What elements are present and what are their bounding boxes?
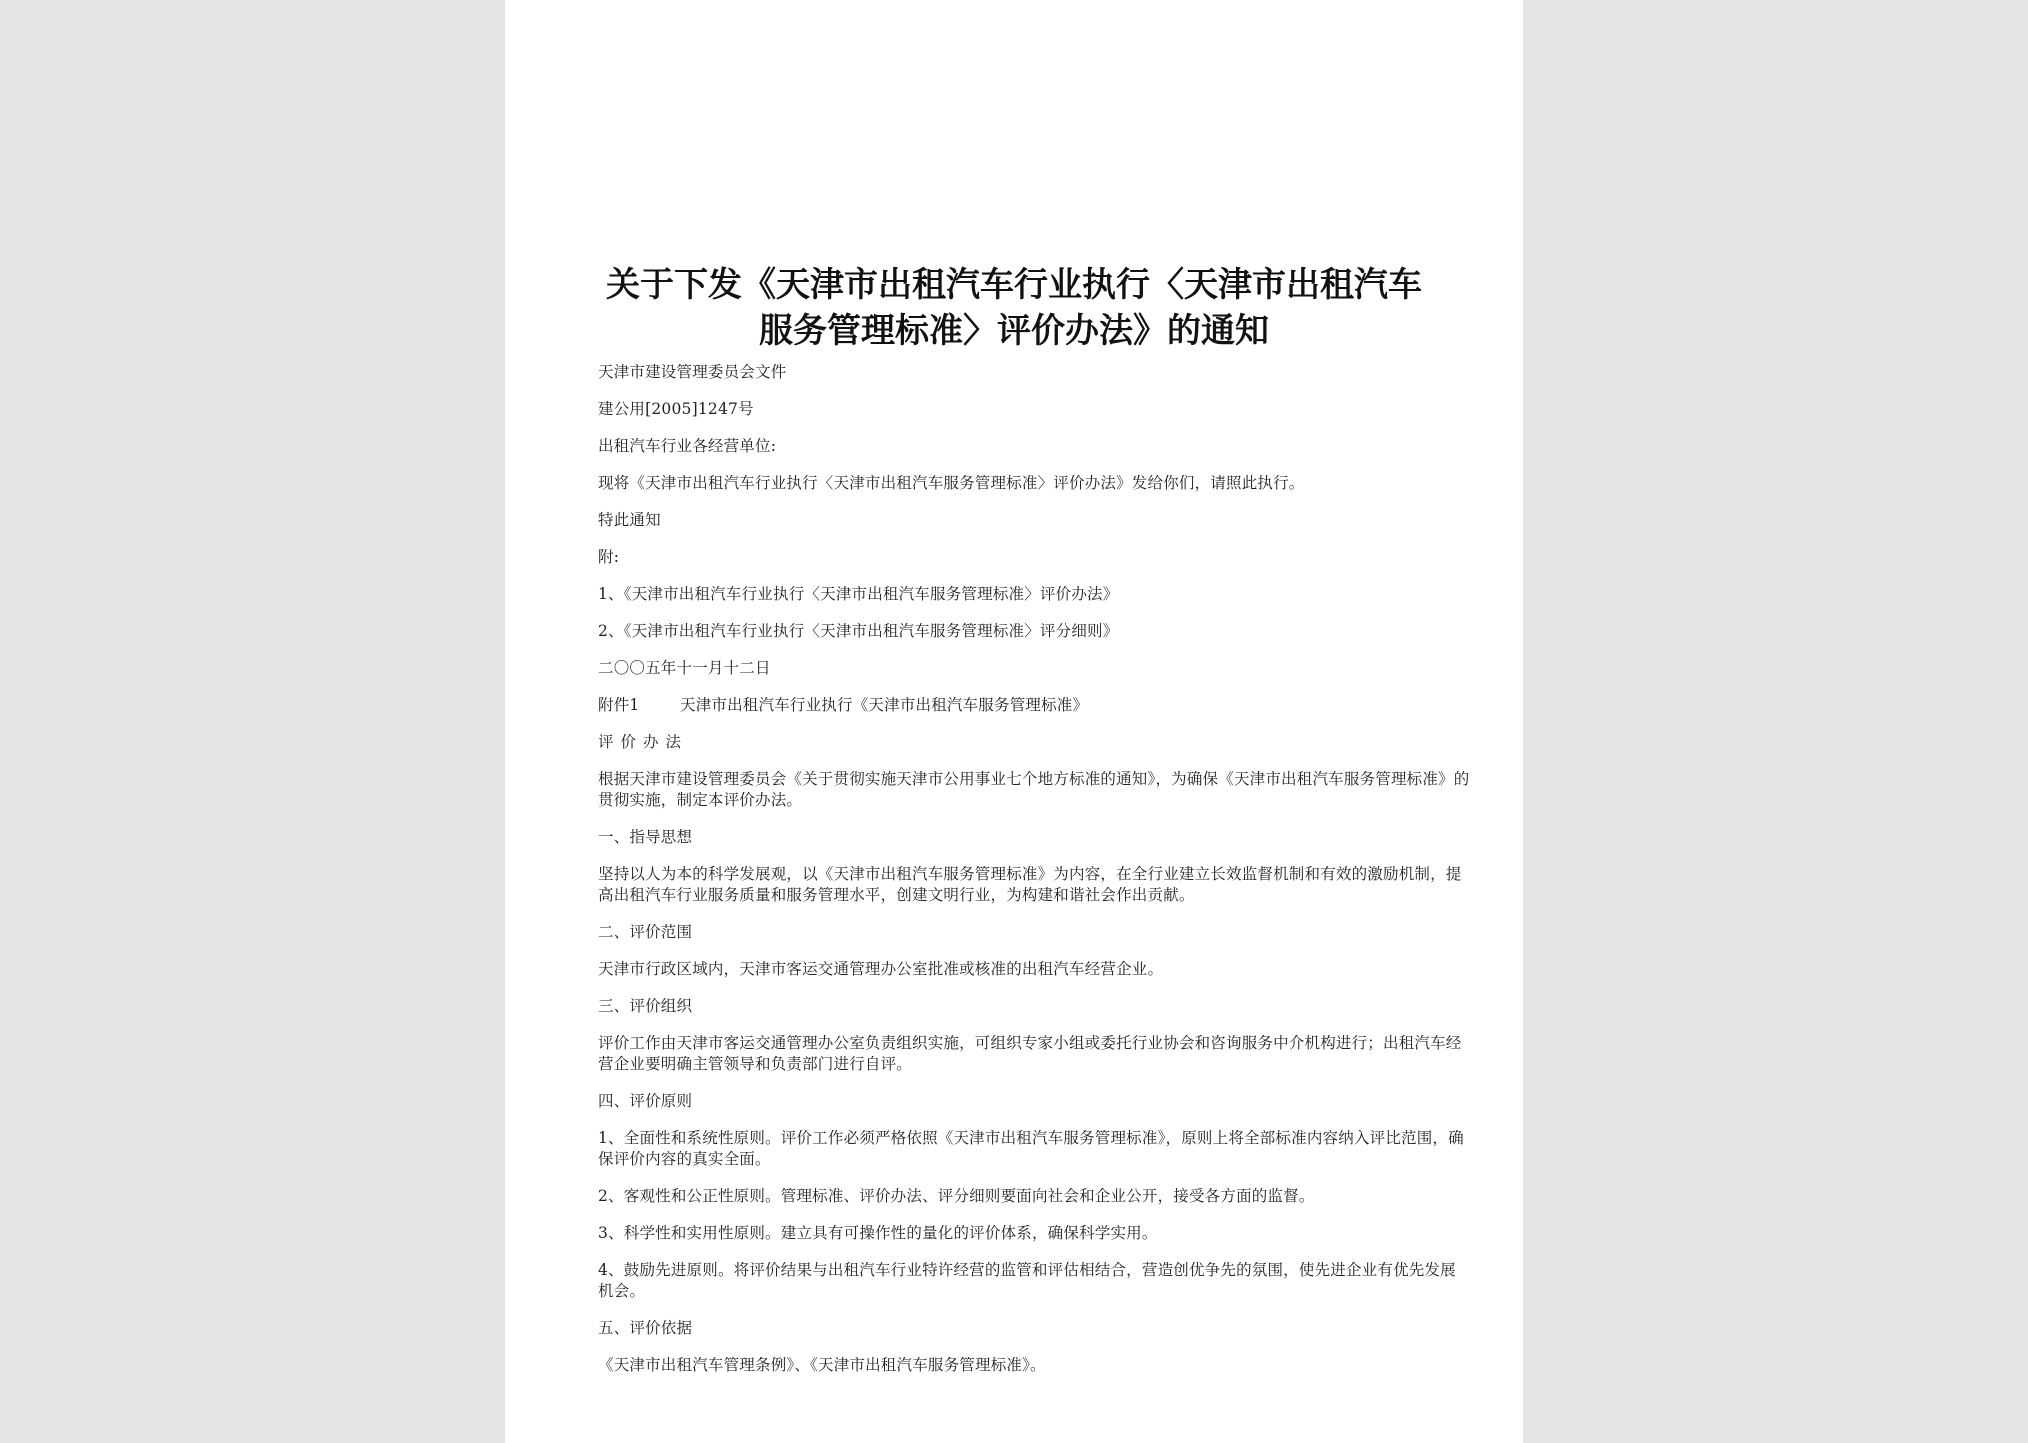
document-page	[505, 0, 1523, 1443]
method-heading: 评价办法	[598, 733, 689, 751]
issuer: 天津市建设管理委员会文件	[598, 363, 787, 381]
section-paragraph: 2、客观性和公正性原则。管理标准、评价办法、评分细则要面向社会和企业公开，接受各方面的监督。	[598, 1187, 1315, 1205]
section-paragraph: 评价工作由天津市客运交通管理办公室负责组织实施，可组织专家小组或委托行业协会和咨询服务中介机构进行；出租汽车经营企业要明确主管领导和负责部门进行自评。	[598, 1034, 1462, 1073]
title-line-2: 服务管理标准〉评价办法》的通知	[759, 311, 1269, 351]
section-heading: 一、指导思想	[598, 828, 693, 846]
section-paragraph: 1、全面性和系统性原则。评价工作必须严格依照《天津市出租汽车服务管理标准》，原则上将全部标准内容纳入评比范围，确保评价内容的真实全面。	[598, 1129, 1464, 1168]
attachment-line	[561, 695, 1471, 716]
attachment-label: 附件1	[598, 696, 640, 714]
section-heading: 四、评价原则	[598, 1092, 693, 1110]
section-heading: 二、评价范围	[598, 923, 693, 941]
section-paragraph: 天津市行政区域内，天津市客运交通管理办公室批准或核准的出租汽车经营企业。	[598, 960, 1164, 978]
attachment-title: 天津市出租汽车行业执行《天津市出租汽车服务管理标准》	[680, 696, 1089, 714]
section-paragraph: 《天津市出租汽车管理条例》、《天津市出租汽车服务管理标准》。	[598, 1356, 1046, 1374]
basis-paragraph: 根据天津市建设管理委员会《关于贯彻实施天津市公用事业七个地方标准的通知》，为确保《天津市出租汽车服务管理标准》的贯彻实施，制定本评价办法。	[598, 770, 1470, 809]
section-paragraph: 坚持以人为本的科学发展观，以《天津市出租汽车服务管理标准》为内容，在全行业建立长效监督机制和有效的激励机制，提高出租汽车行业服务质量和服务管理水平，创建文明行业，为构建和谐社会作出贡献。	[598, 865, 1462, 904]
section-heading: 三、评价组织	[598, 997, 693, 1015]
doc-number: 建公用[2005]1247号	[598, 400, 754, 418]
section-paragraph: 3、科学性和实用性原则。建立具有可操作性的量化的评价体系，确保科学实用。	[598, 1224, 1158, 1242]
addressee: 出租汽车行业各经营单位:	[598, 437, 777, 455]
appendix-item: 1、《天津市出租汽车行业执行〈天津市出租汽车服务管理标准〉评价办法》	[598, 585, 1119, 603]
title-line-1: 关于下发《天津市出租汽车行业执行〈天津市出租汽车	[606, 265, 1422, 305]
document-title	[567, 262, 1461, 354]
appendix-label: 附:	[598, 548, 620, 566]
section-heading: 五、评价依据	[598, 1319, 693, 1337]
document-date: 二〇〇五年十一月十二日	[598, 659, 771, 677]
document-body	[561, 362, 1471, 1376]
section-paragraph: 4、鼓励先进原则。将评价结果与出租汽车行业特许经营的监管和评估相结合，营造创优争先的氛围，使先进企业有优先发展机会。	[598, 1261, 1456, 1300]
appendix-item: 2、《天津市出租汽车行业执行〈天津市出租汽车服务管理标准〉评分细则》	[598, 622, 1119, 640]
intro-paragraph: 现将《天津市出租汽车行业执行〈天津市出租汽车服务管理标准〉评价办法》发给你们，请照此执行。	[598, 474, 1305, 492]
notice-line: 特此通知	[598, 511, 661, 529]
